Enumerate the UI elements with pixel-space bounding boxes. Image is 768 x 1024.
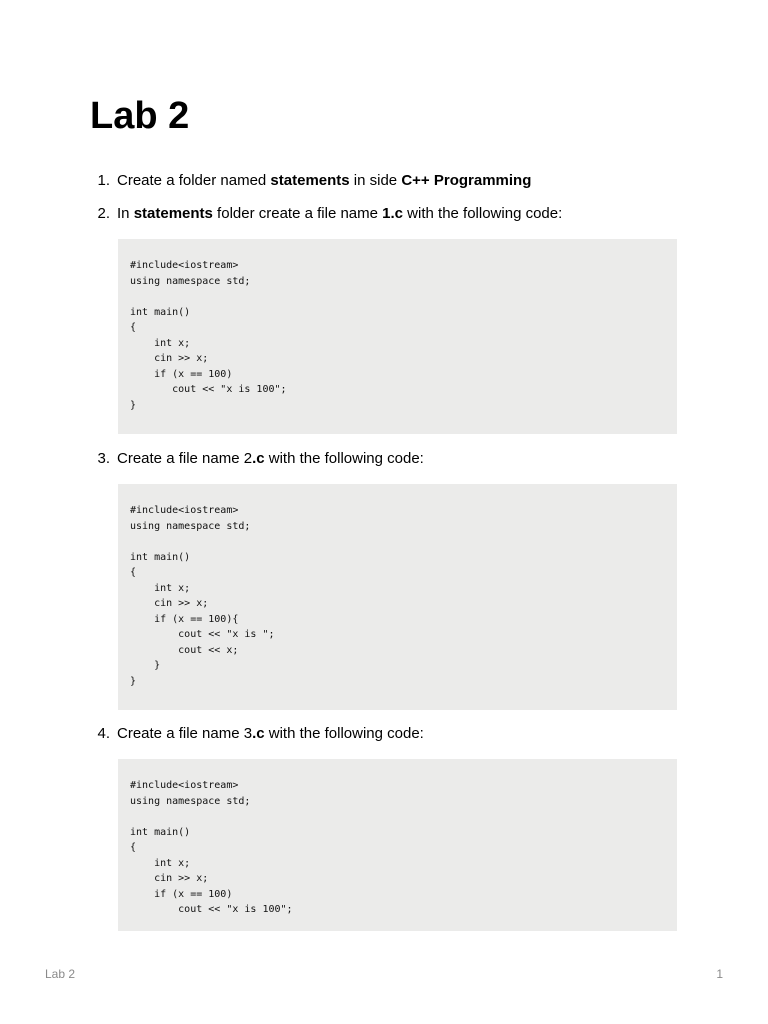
list-item-text [117,170,531,192]
folder-name: statements [133,205,213,222]
file-extension: .c [252,450,265,467]
page-title: Lab 2 [90,95,190,137]
file-extension: .c [252,725,265,742]
list-item-3 [0,448,768,470]
code-text: #include<iostream> using namespace std; int main() { int x; cin >> x; if (x == 100){ cout << "x is "; cout << x; } } [130,505,275,687]
list-number: 4. [97,725,110,742]
text-run: In [117,205,134,222]
text-run: in side [349,172,402,189]
code-block-3 [118,759,677,931]
list-number: 3. [97,450,110,467]
list-item-text [117,203,562,225]
code-block-2 [118,484,677,710]
text-run: Create a file name 3 [117,725,253,742]
code-block-1 [118,239,677,434]
text-run: folder create a file name [212,205,383,222]
list-item-1 [0,170,768,192]
footer-title: Lab 2 [45,967,76,981]
list-item-4 [0,723,768,745]
text-run: with the following code: [264,725,424,742]
list-item-2 [0,203,768,225]
folder-name: statements [270,172,350,189]
parent-folder-name: C++ Programming [401,172,532,189]
list-item-text [117,723,424,745]
text-run: with the following code: [403,205,563,222]
code-text: #include<iostream> using namespace std; int main() { int x; cin >> x; if (x == 100) cout << "x is 100"; } [130,260,287,411]
text-run: Create a file name 2 [117,450,253,467]
list-number: 2. [97,205,110,222]
list-item-text [117,448,424,470]
list-number: 1. [97,172,110,189]
code-text: #include<iostream> using namespace std; int main() { int x; cin >> x; if (x == 100) cout << "x is 100"; [130,780,293,915]
text-run: with the following code: [264,450,424,467]
text-run: Create a folder named [117,172,271,189]
file-name: 1.c [382,205,404,222]
page-number: 1 [716,967,723,981]
